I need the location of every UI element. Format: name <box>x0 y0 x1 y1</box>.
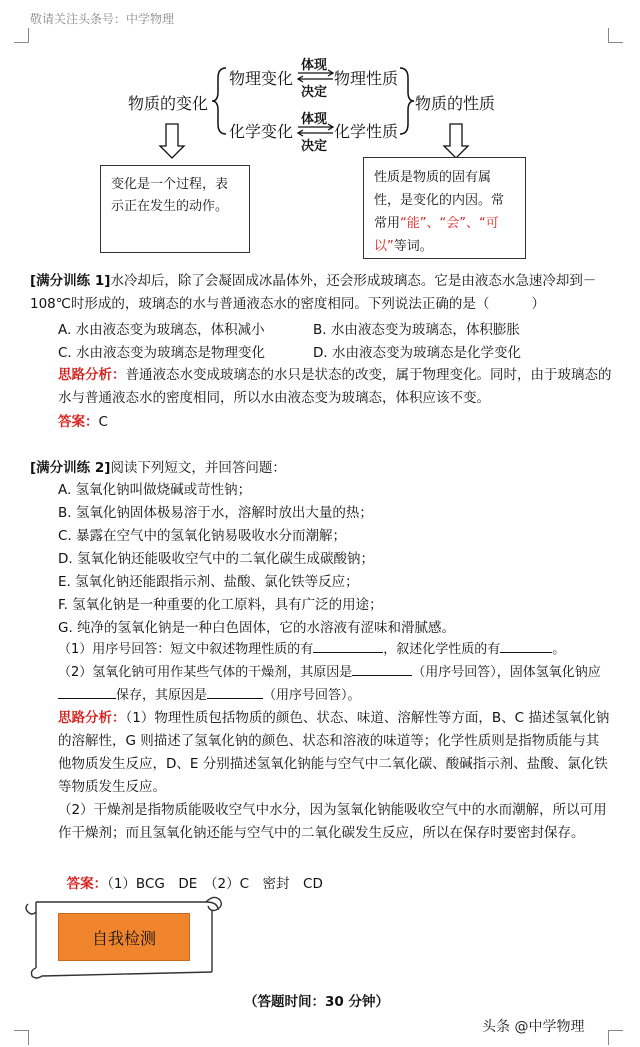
down-arrow-right-icon <box>444 124 468 158</box>
right-brace-icon <box>400 68 414 134</box>
q2-item-g: G. 纯净的氢氧化钠是一种白色固体，它的水溶液有涩味和滑腻感。 <box>58 620 456 636</box>
q2-answer <box>58 856 323 892</box>
q1-option-c: C. 水由液态变为玻璃态是物理变化 <box>58 345 266 361</box>
q2-stem-text: 阅读下列短文，并回答问题： <box>110 460 286 476</box>
arrow-top-label-top: 体现 <box>301 58 328 73</box>
q1-answer-label: 答案： <box>58 414 99 430</box>
diagram-top-right: 物理性质 <box>334 69 399 88</box>
change-note-box <box>100 165 250 253</box>
q2-tag: [满分训练 2] <box>30 460 111 476</box>
diagram-bottom-left: 化学变化 <box>229 122 294 141</box>
crop-mark-bottom-right <box>608 1030 623 1045</box>
q1-analysis <box>30 364 612 410</box>
q2-sub2-text-c: 保存，其原因是 <box>116 688 208 703</box>
q1-analysis-label: 思路分析： <box>58 367 126 383</box>
q2-analysis-2 <box>30 799 612 845</box>
q2-blank-chemical[interactable] <box>500 638 552 653</box>
q2-analysis-text-1: （1）物理性质包括物质的颜色、状态、味道、溶解性等方面，B、C 描述氢氧化钠的溶解性，G 则描述了氢氧化钠的颜色、状态和溶液的味道等；化学性质则是指物质能与其他物质发生反应，D、E 分别描述氢氧化钠能与空气中二氧化碳、酸碱指示剂、盐酸、氯化铁等物质发生反应。 <box>58 710 610 795</box>
q2-stem <box>30 456 286 476</box>
quote-neng: “能”、 <box>400 216 440 231</box>
arrow-bottom-label-top: 体现 <box>301 112 328 127</box>
q2-item-f: F. 氢氧化钠是一种重要的化工原料，具有广泛的用途； <box>58 597 383 613</box>
q2-item-d: D. 氢氧化钠还能吸收空气中的二氧化碳生成碳酸钠； <box>58 551 374 567</box>
q1-stem-close: ） <box>531 296 545 312</box>
self-check-banner <box>58 913 190 961</box>
q2-analysis-1 <box>30 707 612 799</box>
q2-blank-physical[interactable] <box>313 638 383 653</box>
q2-sub1-text-a: （1）用序号回答：短文中叙述物理性质的有 <box>58 642 314 657</box>
q2-sub2-text-b: （用序号回答），固体氢氧化钠应 <box>412 665 601 680</box>
q2-answer-label: 答案： <box>66 876 108 892</box>
q1-tag: [满分训练 1] <box>30 273 111 289</box>
q1-answer-value: C <box>98 414 108 430</box>
q1-stem-text: 水冷却后，除了会凝固成冰晶体外，还会形成玻璃态。它是由液态水急速冷却到－108℃时形成的，玻璃态的水与普通液态水的密度相同。下列说法正确的是（ <box>30 273 597 312</box>
q2-sub2-text-a: （2）氢氧化钠可用作某些气体的干燥剂，其原因是 <box>58 665 353 680</box>
q1-analysis-text: 普通液态水变成玻璃态的水只是状态的改变，属于物理变化。同时，由于玻璃态的水与普通液态水的密度相同，所以水由液态变为玻璃态，体积应该不变。 <box>58 367 612 406</box>
q2-item-b: B. 氢氧化钠固体极易溶于水，溶解时放出大量的热； <box>58 505 373 521</box>
q2-analysis-text-2: （2）干燥剂是指物质能吸收空气中水分，因为氢氧化钠能吸收空气中的水而潮解，所以可用作干燥剂；而且氢氧化钠还能与空气中的二氧化碳发生反应，所以在保存时要密封保存。 <box>58 802 607 841</box>
q2-item-c: C. 暴露在空气中的氢氧化钠易吸收水分而潮解； <box>58 528 347 544</box>
watermark: 头条 @中学物理 <box>482 1019 585 1035</box>
crop-mark-bottom-left <box>14 1030 29 1045</box>
change-note-text: 变化是一个过程，表示正在发生的动作。 <box>111 177 229 214</box>
down-arrow-left-icon <box>160 124 184 158</box>
diagram-top-left: 物理变化 <box>229 69 294 88</box>
quote-keyi: “可以” <box>374 216 499 254</box>
q2-blank-storage[interactable] <box>58 684 116 699</box>
q2-answer-value: （1）BCG DE （2）C 密封 CD <box>107 876 323 892</box>
q2-sub1-text-b: ，叙述化学性质的有 <box>383 642 501 657</box>
q1-answer <box>58 410 108 430</box>
diagram-left-label: 物质的变化 <box>128 94 209 113</box>
diagram-bottom-right: 化学性质 <box>334 122 399 141</box>
diagram-right-label: 物质的性质 <box>415 94 496 113</box>
left-brace-icon <box>212 68 226 134</box>
arrow-bottom-label-bottom: 决定 <box>301 139 328 154</box>
self-check-title: 自我检测 <box>91 928 156 948</box>
q2-sub2 <box>30 661 612 707</box>
q2-sub2-text-d: （用序号回答）。 <box>263 688 361 703</box>
property-note-box <box>363 157 526 259</box>
q2-sub1-text-c: 。 <box>552 642 566 657</box>
q2-blank-reason-2[interactable] <box>207 684 263 699</box>
q2-item-a: A. 氢氧化钠叫做烧碱或苛性钠； <box>58 482 252 498</box>
property-note-end: 等词。 <box>393 239 433 254</box>
quote-hui: “会”、 <box>439 216 479 231</box>
q2-sub1 <box>58 638 618 657</box>
q1-stem <box>30 270 612 316</box>
q1-option-a: A. 水由液态变为玻璃态，体积减小 <box>58 322 265 338</box>
time-note: （答题时间：30 分钟） <box>244 994 389 1010</box>
q1-option-b: B. 水由液态变为玻璃态，体积膨胀 <box>313 322 520 338</box>
q1-option-d: D. 水由液态变为玻璃态是化学变化 <box>313 345 521 361</box>
header-note: 敬请关注头条号：中学物理 <box>30 12 175 26</box>
q2-item-e: E. 氢氧化钠还能跟指示剂、盐酸、氯化铁等反应； <box>58 574 359 590</box>
q2-blank-reason-1[interactable] <box>352 661 412 676</box>
arrow-top-label-bottom: 决定 <box>301 85 328 100</box>
property-note-text: 性质是物质的固有属性，是变化的内因。常常用 <box>374 170 505 231</box>
q2-analysis-label: 思路分析： <box>58 710 126 726</box>
